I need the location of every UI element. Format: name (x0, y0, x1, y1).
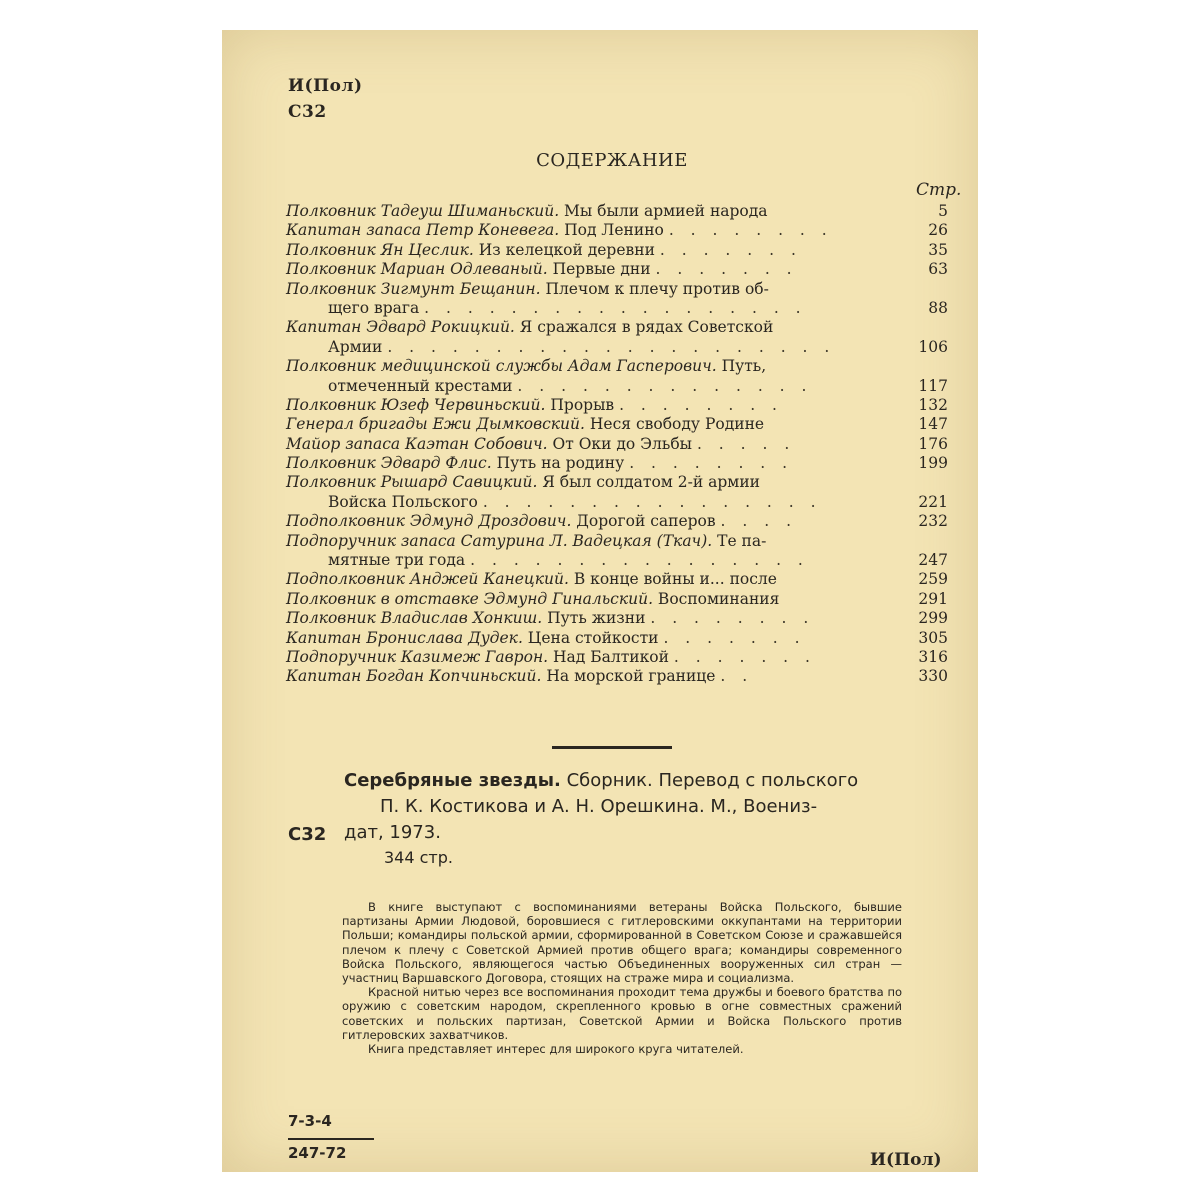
dot-leader: . . . . . . . (663, 628, 806, 647)
toc-author: Генерал бригады Ежи Дымковский. (286, 415, 585, 434)
toc-row (286, 454, 948, 473)
toc-entry-title: Армии (328, 337, 383, 356)
toc-entry-title: Плечом к плечу против об- (540, 279, 769, 298)
table-of-contents (286, 202, 948, 687)
toc-row (286, 415, 948, 434)
biblio-line-1 (344, 770, 858, 791)
section-divider (552, 746, 672, 749)
toc-row (286, 667, 948, 686)
toc-row (286, 202, 948, 221)
toc-author: Капитан запаса Петр Коневега. (286, 221, 560, 240)
biblio-line-2: П. К. Костикова и А. Н. Орешкина. М., Воениз- (380, 796, 818, 817)
toc-author: Полковник Рышард Савицкий. (286, 473, 538, 492)
dot-leader: . . . . . . . . (619, 395, 783, 414)
toc-page-number: 35 (928, 240, 948, 259)
toc-row (286, 396, 948, 415)
toc-entry-text (286, 318, 773, 337)
dot-leader: . . (720, 667, 754, 686)
toc-entry-title: Цена стойкости (522, 628, 659, 647)
toc-author: Полковник Зигмунт Бещанин. (286, 279, 541, 298)
toc-page-number: 259 (918, 570, 948, 589)
toc-entry-text (286, 667, 753, 686)
toc-entry-title: Путь на родину (491, 454, 625, 473)
toc-entry-title: Над Балтикой (548, 647, 669, 666)
toc-entry-text (286, 609, 814, 628)
toc-page-number: 117 (918, 376, 948, 395)
toc-entry-text (286, 415, 764, 434)
dot-leader: . . . . . . . . . . . . . . . . . . . . . (387, 337, 836, 356)
toc-entry-text (286, 357, 766, 376)
toc-page-number: 247 (918, 551, 948, 570)
toc-entry-text (286, 512, 797, 531)
toc-page-number: 330 (918, 667, 948, 686)
toc-row (286, 473, 948, 492)
toc-row (286, 357, 948, 376)
toc-entry-text (286, 473, 760, 492)
toc-row (286, 435, 948, 454)
toc-entry-text (286, 648, 816, 667)
toc-entry-text (328, 338, 835, 357)
toc-page-number: 5 (938, 202, 948, 220)
toc-entry-title: Путь жизни (542, 609, 646, 628)
toc-author: Капитан Эдвард Рокицкий. (286, 318, 515, 337)
dot-leader: . . . . . . . . (650, 609, 815, 628)
code-divider (288, 1138, 374, 1140)
toc-page-number: 63 (928, 260, 948, 279)
dot-leader: . . . . . . . . (629, 454, 794, 473)
toc-title: СОДЕРЖАНИЕ (536, 150, 688, 171)
toc-author: Полковник медицинской службы Адам Гасперович. (286, 357, 717, 376)
toc-row (286, 532, 948, 551)
toc-author: Капитан Богдан Копчиньский. (286, 667, 542, 686)
dot-leader: . . . . . . . . (668, 221, 833, 240)
price-code: 7-3-4 (288, 1112, 332, 1130)
toc-row (286, 493, 948, 512)
toc-page-number: 221 (918, 492, 948, 511)
dot-leader: . . . . . . . . . . . . . . . . . . (424, 298, 807, 317)
toc-author: Полковник Мариан Одлеваный. (286, 260, 548, 279)
toc-row (286, 280, 948, 299)
toc-row (286, 609, 948, 628)
book-title: Серебряные звезды. (344, 770, 561, 791)
toc-page-number: 176 (918, 434, 948, 453)
toc-row (286, 629, 948, 648)
toc-page-number: 305 (918, 628, 948, 647)
dot-leader: . . . . . . . (655, 260, 798, 279)
toc-entry-title: мятные три года (328, 551, 466, 570)
toc-entry-text (328, 299, 807, 318)
toc-entry-title: Я сражался в рядах Советской (514, 318, 774, 337)
toc-page-number: 299 (918, 609, 948, 628)
toc-row (286, 299, 948, 318)
toc-entry-text (286, 570, 777, 589)
dot-leader: . . . . . . . . . . . . . . . . (482, 492, 822, 511)
annotation-paragraph: В книге выступают с воспоминаниями ветераны Войска Польского, бывшие партизаны Армии Людовой, боровшиеся с гитлеровскими оккупантами на территории Польши; командиры польской армии, сформированной в Советском Союзе и сражавшейся плечом к плечу с Советской Армией против общего врага; командиры современного Войска Польского, являющегося частью Объединенных вооруженных сил стран — участниц Варшавского Договора, стоящих на страже мира и социализма. (342, 900, 902, 986)
toc-entry-title: Прорыв (545, 395, 615, 414)
toc-page-number: 316 (918, 647, 948, 666)
toc-entry-title: От Оки до Эльбы (547, 434, 692, 453)
toc-entry-text (286, 241, 802, 260)
toc-author: Подполковник Эдмунд Дроздович. (286, 512, 572, 531)
toc-entry-text (328, 493, 822, 512)
biblio-description: Сборник. Перевод с польского (560, 770, 859, 791)
toc-entry-text (286, 590, 779, 609)
toc-entry-text (286, 454, 793, 473)
dot-leader: . . . . . . . . . . . . . . . . (470, 551, 809, 570)
toc-author: Подпоручник запаса Сатурина Л. Вадецкая (Ткач). (286, 531, 713, 550)
toc-author: Полковник Ян Цеслик. (286, 240, 474, 259)
toc-row (286, 570, 948, 589)
biblio-index-code: С32 (288, 824, 327, 845)
toc-entry-title: Неся свободу Родине (584, 415, 765, 434)
toc-entry-title: Первые дни (547, 260, 651, 279)
dot-leader: . . . . . . . (673, 647, 816, 666)
toc-row (286, 221, 948, 240)
dot-leader: . . . . . (696, 434, 796, 453)
toc-entry-title: Войска Польского (328, 492, 478, 511)
toc-page-number: 199 (918, 454, 948, 473)
toc-page-number: 232 (918, 512, 948, 531)
toc-author: Полковник Владислав Хонкиш. (286, 609, 543, 628)
toc-row (286, 590, 948, 609)
toc-author: Подполковник Анджей Канецкий. (286, 570, 569, 589)
catalog-card-page (222, 30, 978, 1172)
toc-entry-text (286, 435, 795, 454)
toc-row (286, 318, 948, 337)
toc-entry-text (328, 377, 812, 396)
toc-entry-text (286, 532, 766, 551)
order-code: 247-72 (288, 1144, 347, 1162)
toc-page-number: 88 (928, 298, 948, 317)
toc-page-number: 106 (918, 337, 948, 356)
toc-author: Капитан Брониcлава Дудек. (286, 628, 523, 647)
toc-entry-title: Из келецкой деревни (473, 240, 655, 259)
dot-leader: . . . . . . . (659, 240, 802, 259)
author-sign-code: С32 (288, 102, 327, 122)
toc-author: Полковник Эдвард Флис. (286, 454, 492, 473)
toc-entry-text (328, 551, 809, 570)
toc-entry-text (286, 260, 798, 279)
toc-author: Полковник Юзеф Червиньский. (286, 395, 546, 414)
toc-entry-title: Под Ленино (559, 221, 664, 240)
toc-entry-title: Путь, (716, 357, 767, 376)
toc-entry-text (286, 280, 769, 299)
toc-page-number: 291 (918, 589, 948, 608)
toc-entry-title: Мы были армией народа (559, 202, 768, 220)
toc-entry-title: Воспоминания (653, 589, 780, 608)
toc-page-number: 26 (928, 221, 948, 240)
page-count: 344 стр. (384, 848, 453, 867)
toc-entry-text (286, 396, 783, 415)
toc-page-number: 147 (918, 415, 948, 434)
toc-entry-title: Я был солдатом 2-й армии (537, 473, 761, 492)
toc-entry-text (286, 629, 806, 648)
toc-entry-title: На морской границе (541, 667, 716, 686)
toc-author: Полковник Тадеуш Шиманьский. (286, 202, 560, 220)
toc-row (286, 648, 948, 667)
classification-code-bottom: И(Пол) (870, 1150, 942, 1170)
toc-entry-title: щего врага (328, 298, 420, 317)
toc-row (286, 551, 948, 570)
annotation-paragraph: Красной нитью через все воспоминания проходит тема дружбы и боевого братства по оружию с советским народом, скрепленного кровью в огне совместных сражений советских и польских партизан, Советской Армии и Войска Польского против гитлеровских захватчиков. (342, 985, 902, 1042)
toc-row (286, 241, 948, 260)
toc-row (286, 377, 948, 396)
dot-leader: . . . . (720, 512, 798, 531)
toc-entry-title: отмеченный крестами (328, 376, 513, 395)
dot-leader: . . . . . . . . . . . . . . (517, 376, 813, 395)
toc-page-number: 132 (918, 395, 948, 414)
toc-entry-title: Дорогой саперов (571, 512, 716, 531)
classification-code: И(Пол) (288, 76, 363, 96)
biblio-line-3: дат, 1973. (344, 822, 441, 843)
toc-author: Майор запаса Каэтан Собович. (286, 434, 548, 453)
toc-entry-title: В конце войны и... после (568, 570, 777, 589)
toc-entry-title: Те па- (712, 531, 767, 550)
toc-author: Подпоручник Казимеж Гаврон. (286, 647, 549, 666)
toc-row (286, 512, 948, 531)
toc-row (286, 338, 948, 357)
toc-entry-text (286, 202, 768, 221)
annotation (342, 900, 902, 1056)
toc-page-header: Стр. (916, 180, 962, 200)
toc-row (286, 260, 948, 279)
toc-entry-text (286, 221, 833, 240)
toc-author: Полковник в отставке Эдмунд Гинальский. (286, 589, 653, 608)
annotation-paragraph: Книга представляет интерес для широкого круга читателей. (368, 1042, 744, 1057)
